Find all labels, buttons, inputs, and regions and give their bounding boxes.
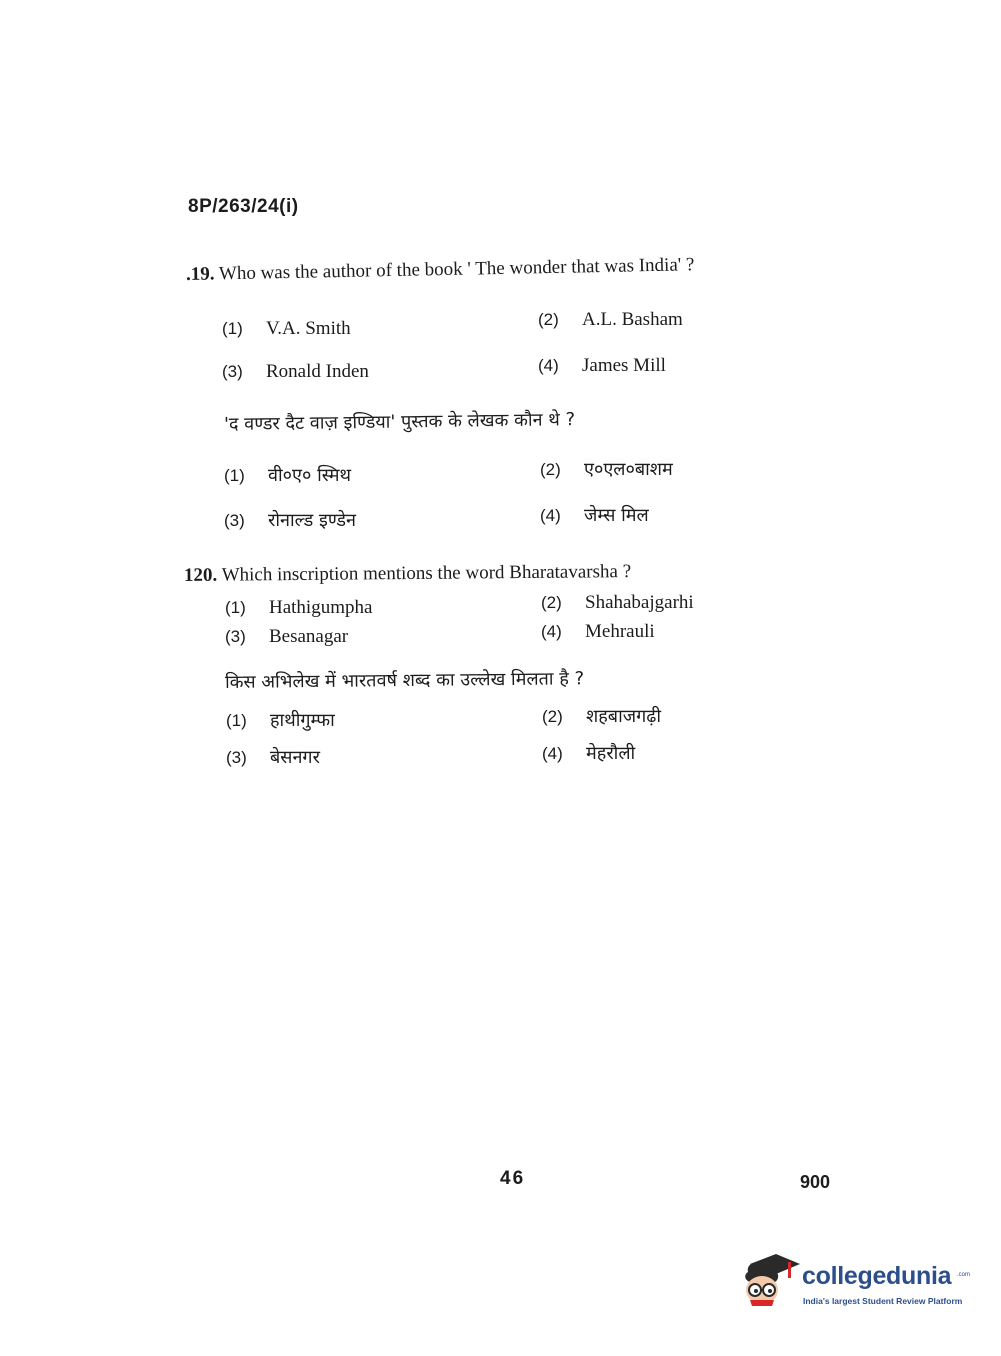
option-text: Shahabajgarhi: [585, 592, 694, 613]
option-number: (2): [541, 593, 562, 612]
option-2: [541, 592, 694, 614]
option-3-hindi: [226, 745, 320, 769]
option-number: (3): [226, 748, 247, 767]
option-text: मेहरौली: [586, 743, 636, 764]
option-4-hindi: [542, 741, 635, 765]
option-3-hindi: [224, 508, 356, 532]
option-1: [222, 318, 351, 340]
option-number: (4): [540, 506, 561, 525]
option-4-hindi: [540, 503, 649, 527]
option-4: [541, 621, 655, 643]
option-number: (2): [542, 707, 563, 726]
option-number: (1): [224, 466, 245, 485]
option-number: (3): [222, 362, 243, 381]
option-text: रोनाल्ड इण्डेन: [268, 510, 357, 531]
question-120-hindi: किस अभिलेख में भारतवर्ष शब्द का उल्लेख मिलता है ?: [224, 668, 585, 693]
option-number: (2): [540, 460, 561, 479]
question-text-en: Which inscription mentions the word Bharatavarsha ?: [221, 561, 632, 586]
option-text: Besanagar: [269, 626, 349, 647]
paper-code: 8P/263/24(i): [188, 196, 299, 217]
option-number: (3): [225, 627, 246, 646]
question-120: [184, 561, 631, 587]
question-19-hindi: 'द वण्डर दैट वाज़ इण्डिया' पुस्तक के लेखक कौन थे ?: [223, 409, 576, 435]
question-text-en: Who was the author of the book ' The wonder that was India' ?: [218, 254, 695, 285]
option-text: शहबाजगढ़ी: [586, 706, 662, 727]
option-text: A.L. Basham: [582, 309, 683, 330]
option-2: [538, 309, 683, 331]
option-number: (4): [541, 622, 562, 641]
option-text: हाथीगुम्फा: [270, 710, 335, 731]
logo-name: collegedunia: [802, 1262, 952, 1290]
question-number: .19.: [185, 263, 215, 285]
option-2-hindi: [540, 457, 673, 481]
footer-code: 900: [800, 1172, 831, 1192]
collegedunia-logo[interactable]: [742, 1250, 972, 1310]
option-text: जेम्स मिल: [584, 505, 649, 526]
option-text: ए०एल०बाशम: [584, 459, 673, 480]
question-number: 120.: [183, 564, 218, 586]
option-text: बेसनगर: [270, 747, 320, 768]
option-number: (1): [226, 711, 247, 730]
option-text: Hathigumpha: [269, 597, 373, 618]
option-number: (2): [538, 310, 559, 329]
option-3: [222, 361, 369, 383]
option-text: वी०ए० स्मिथ: [268, 465, 351, 486]
option-number: (1): [222, 319, 243, 338]
option-text: V.A. Smith: [266, 318, 351, 339]
mascot-icon: [742, 1250, 800, 1308]
option-number: (1): [225, 598, 246, 617]
question-19: [186, 254, 695, 286]
option-text: James Mill: [582, 355, 666, 376]
option-4: [538, 355, 666, 377]
option-1-hindi: [226, 708, 335, 732]
option-text: Ronald Inden: [266, 361, 369, 382]
option-number: (3): [224, 511, 245, 530]
option-number: (4): [538, 356, 559, 375]
option-1: [225, 597, 372, 619]
logo-tagline: India's largest Student Review Platform: [803, 1296, 963, 1306]
page-number: 46: [500, 1168, 526, 1189]
logo-suffix: .com: [957, 1272, 971, 1278]
option-1-hindi: [224, 463, 351, 487]
option-3: [225, 626, 348, 648]
option-2-hindi: [542, 704, 661, 728]
option-text: Mehrauli: [585, 621, 655, 642]
option-number: (4): [542, 744, 563, 763]
